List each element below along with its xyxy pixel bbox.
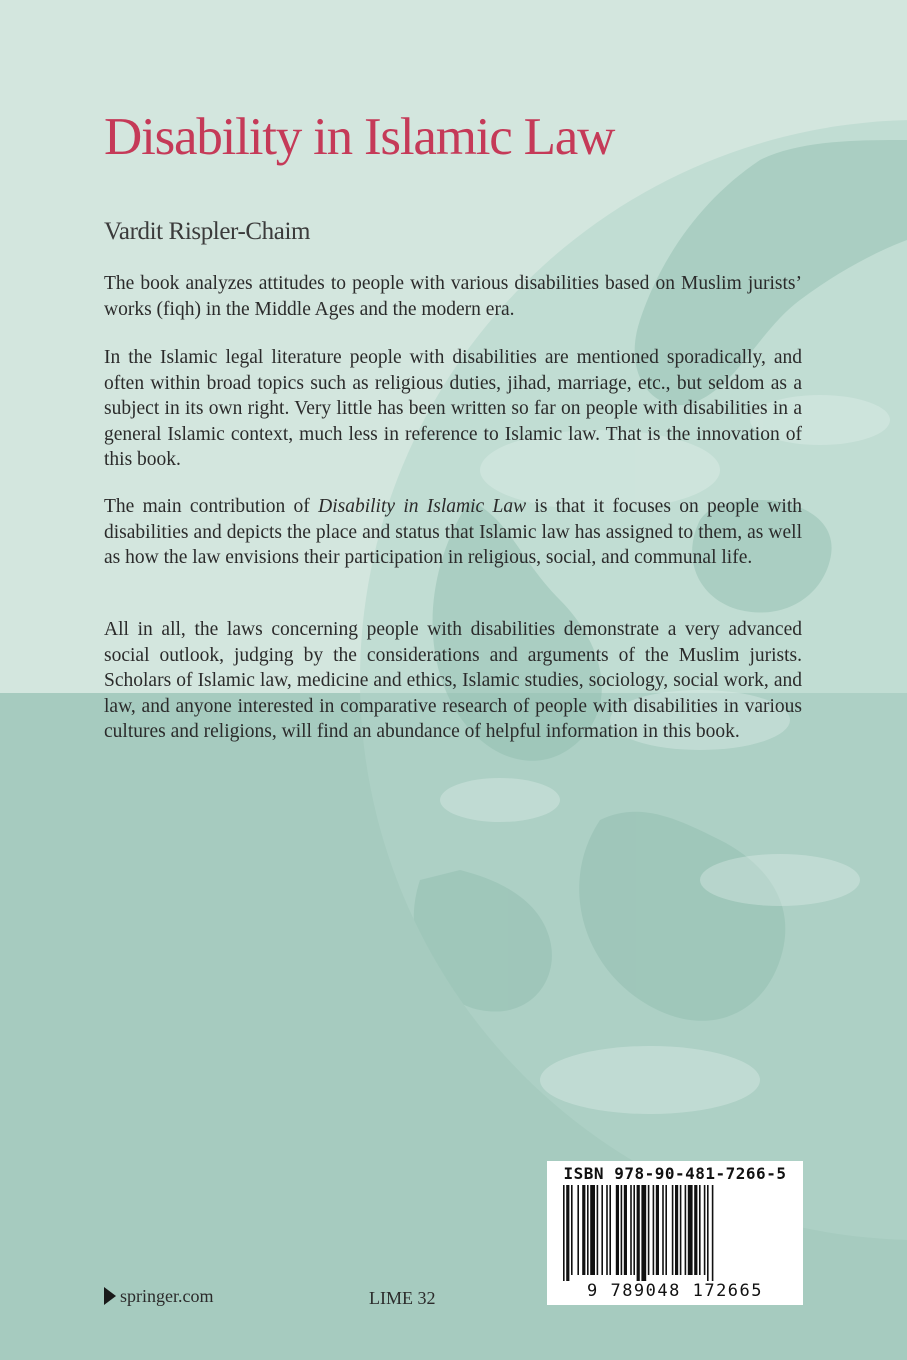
barcode-bar: [606, 1185, 608, 1275]
barcode-bar: [685, 1185, 687, 1275]
barcode-bar: [641, 1185, 646, 1281]
series-code: LIME 32: [369, 1288, 436, 1308]
barcode-bar: [587, 1185, 589, 1275]
barcode-bar: [609, 1185, 611, 1275]
paragraph-3-rest: is that it focuses on people with disabilities and depicts the place and status that Islamic law has assigned to them, as well as how the law envisions their participation in religious, social, and communal life.: [104, 496, 802, 569]
barcode-bar: [656, 1185, 659, 1275]
barcode-bar: [672, 1185, 674, 1275]
barcode-bar: [621, 1185, 623, 1275]
paragraph-3-book-title: Disability in Islamic Law: [318, 496, 527, 517]
book-title: Disability in Islamic Law: [104, 108, 615, 166]
barcode-bar: [563, 1185, 565, 1281]
blurb-paragraph-2: In the Islamic legal literature people with disabilities are mentioned sporadically, and often within broad topics such as religious duties, jihad, marriage, etc., but seldom as a subject in its own right. Very little has been written so far on people with disabilities in a general Islamic context, much less in reference to Islamic law. That is the innovation of this book.: [104, 347, 802, 471]
barcode-bar: [648, 1185, 650, 1275]
barcode-bar: [653, 1185, 655, 1275]
barcode-bar: [694, 1185, 697, 1275]
publisher-url: springer.com: [120, 1286, 214, 1306]
barcode-bar: [665, 1185, 667, 1275]
barcode-icon: [561, 1185, 789, 1281]
barcode-bar: [699, 1185, 701, 1275]
barcode-bar: [712, 1185, 714, 1281]
blurb-paragraph-1: The book analyzes attitudes to people with various disabilities based on Muslim jurists’ works (fiqh) in the Middle Ages and the modern era.: [104, 273, 802, 320]
blurb-paragraph-3: [104, 494, 802, 571]
barcode-bar: [680, 1185, 682, 1275]
barcode-bar: [707, 1185, 709, 1281]
barcode-bar: [624, 1185, 627, 1275]
isbn-label: ISBN 978-90-481-7266-5: [563, 1164, 787, 1183]
paragraph-3-lead: The main contribution of: [104, 496, 319, 517]
barcode-bar: [590, 1185, 595, 1275]
barcode-bar: [597, 1185, 599, 1275]
barcode-bar: [637, 1185, 640, 1281]
barcode-bar: [633, 1185, 635, 1275]
barcode-bar: [630, 1185, 632, 1275]
publisher-link[interactable]: [104, 1286, 213, 1307]
barcode-bar: [601, 1185, 603, 1275]
springer-arrow-icon: [104, 1287, 116, 1305]
barcode-bar: [582, 1185, 585, 1275]
barcode-bar: [688, 1185, 693, 1275]
isbn-barcode-block: [547, 1161, 803, 1305]
barcode-bar: [662, 1185, 664, 1275]
barcode-bar: [577, 1185, 579, 1275]
barcode-bar: [566, 1185, 569, 1281]
blurb-paragraph-4: All in all, the laws concerning people with disabilities demonstrate a very advanced social outlook, judging by the considerations and arguments of the Muslim jurists. Scholars of Islamic law, medicine and ethics, Islamic studies, sociology, social work, and law, and anyone interested in comparative research of people with disabilities in various cultures and religions, will find an abundance of helpful information in this book.: [104, 619, 802, 743]
barcode-bar: [571, 1185, 573, 1275]
barcode-bar: [675, 1185, 678, 1275]
barcode-bar: [704, 1185, 706, 1275]
author-name: Vardit Rispler-Chaim: [104, 218, 311, 245]
barcode-bar: [616, 1185, 619, 1275]
barcode-digits: 9 789048 172665: [586, 1281, 764, 1301]
